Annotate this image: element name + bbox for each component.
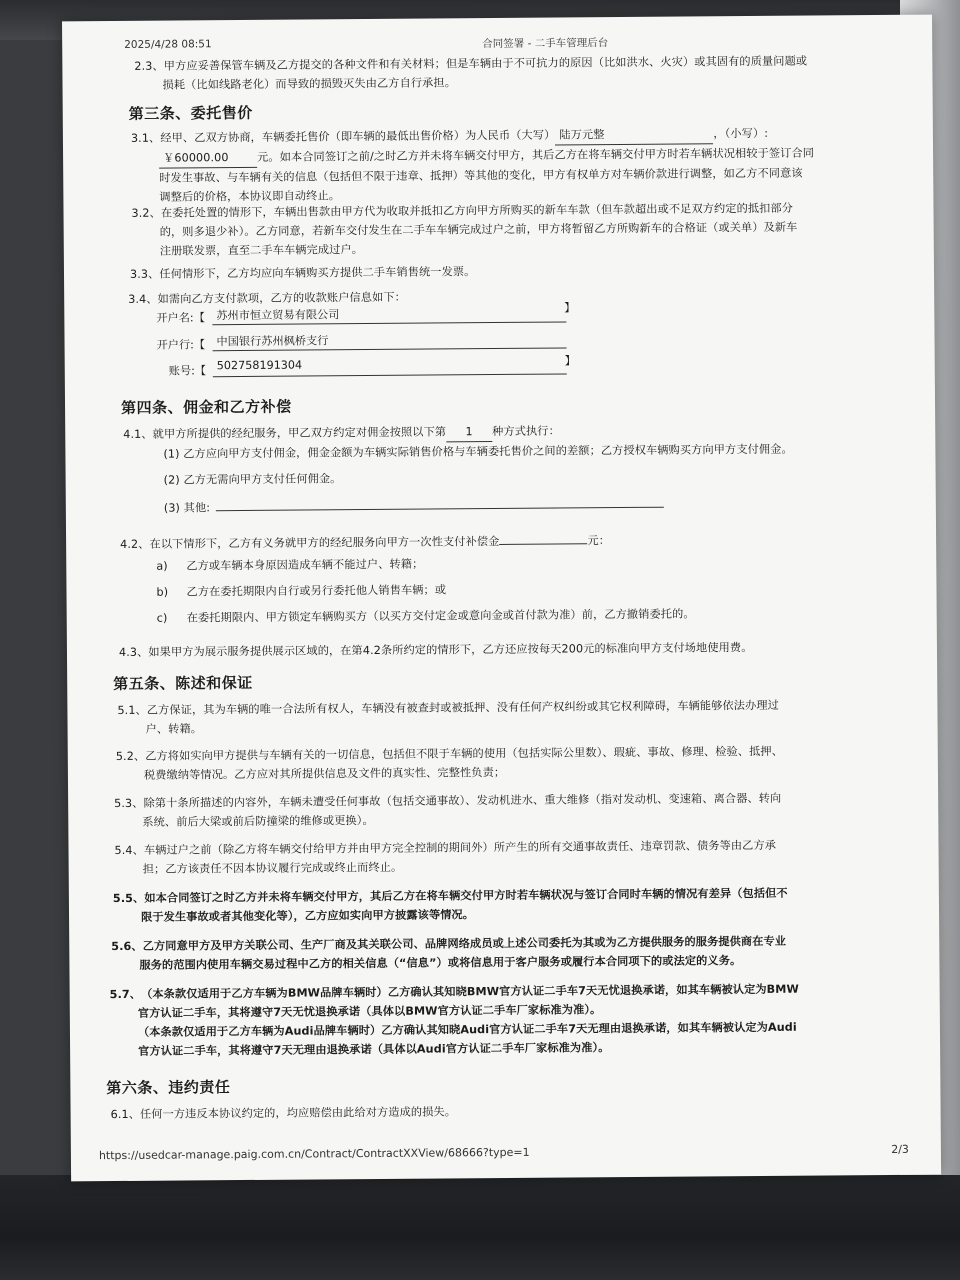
print-title: 合同签署 - 二手车管理后台 bbox=[482, 37, 609, 51]
clause-3-4: 3.4、如需向乙方支付款项，乙方的收款账户信息如下： bbox=[128, 288, 406, 309]
clause-3-2: 3.2、在委托处置的情形下，车辆出售款由甲方代为收取并抵扣乙方向甲方所购买的新车车款（但车款超出或不足双方约定的抵扣部分 的，则多退少补）。乙方同意，若新车交付发生在二手车车辆完成过户之前，甲方将暂留乙方所购新车的合格证（或关单）及新车 注册联发票，直至二手车车辆完成过户。 bbox=[131, 201, 798, 258]
clause-5-3: 5.3、除第十条所描述的内容外，车辆未遭受任何事故（包括交通事故）、发动机进水、重大维修（指对发动机、变速箱、离合器、转向 系统、前后大梁或前后防撞梁的维修或更换）。 bbox=[114, 791, 782, 829]
list-item: b) 乙方在委托期限内自行或另行委托他人销售车辆；或 bbox=[156, 583, 447, 599]
clause-number: 3.4、 bbox=[128, 292, 158, 306]
commission-option-2: (2) 乙方无需向甲方支付任何佣金。 bbox=[163, 472, 342, 487]
clause-number: 4.3、 bbox=[118, 645, 149, 659]
background-bottom bbox=[0, 1175, 960, 1280]
other-option-field bbox=[216, 493, 664, 512]
list-item: c) 在委托期限内、甲方锁定车辆购买方（以买方交付定金或意向金或首付款为准）前，乙方撤销委托的。 bbox=[156, 607, 695, 625]
clause-number: 5.3、 bbox=[114, 796, 144, 811]
clause-number: 5.7、 bbox=[109, 987, 142, 1002]
clause-4-2: 4.2、在以下情形下，乙方有义务就甲方的经纪服务向甲方一次性支付补偿金 元： bbox=[120, 529, 610, 554]
clause-number: 3.1、 bbox=[130, 131, 161, 145]
print-datetime: 2025/4/28 08:51 bbox=[124, 38, 212, 51]
clause-4-3: 4.3、如果甲方为展示服务提供展示区域的，在第4.2条所约定的情形下，乙方还应按每天200元的标准向甲方支付场地使用费。 bbox=[119, 638, 753, 662]
account-name-label: 开户名:【 bbox=[156, 311, 205, 325]
bracket-close: 】 bbox=[564, 301, 576, 315]
clause-5-7: 5.7、（本条款仅适用于乙方车辆为BMW品牌车辆时）乙方确认其知晓BMW官方认证二手车7天无忧退换承诺，如其车辆被认定为BMW 官方认证二手车，其将遵守7天无忧退换承诺（具体以BMW官方认证二手车厂家标准为准）。 （本条款仅适用于乙方车辆为Audi品牌车辆时）乙方确认其知晓Audi官方认证二手车7天无理由退换承诺，如其车辆被认定为Audi 官方认证二手车，其将遵守7天无理由退换承诺（具体以Audi官方认证二手车厂家标准为准）。 bbox=[109, 982, 799, 1058]
clause-3-3: 3.3、任何情形下，乙方均应向车辆购买方提供二手车销售统一发票。 bbox=[130, 262, 476, 284]
clause-2-3 bbox=[134, 52, 807, 95]
clause-text: 损耗（比如线路老化）而导致的损毁灭失由乙方自行承担。 bbox=[162, 76, 457, 92]
clause-5-5: 5.5、如本合同签订之时乙方并未将车辆交付甲方，其后乙方在将车辆交付甲方时若车辆状况与签订合同时车辆的情况有差异（包括但不 限于发生事故或者其他变化等），乙方应如实向甲方披露该等情况。 bbox=[112, 886, 788, 924]
clause-number: 5.5、 bbox=[112, 891, 145, 906]
footer-url: https://usedcar-manage.paig.com.cn/Contract/ContractXXView/68666?type=1 bbox=[98, 1145, 530, 1163]
section-title-5: 第五条、陈述和保证 bbox=[113, 673, 253, 694]
page-number: 2/3 bbox=[891, 1142, 909, 1156]
clause-number: 5.6、 bbox=[111, 939, 143, 954]
account-no-field: 502758191304 bbox=[213, 356, 567, 377]
clause-5-4: 5.4、车辆过户之前（除乙方将车辆交付给甲方并由甲方完全控制的期间外）所产生的所有交通事故责任、违章罚款、债务等由乙方承 担；乙方该责任不因本协议履行完成或终止而终止。 bbox=[114, 838, 777, 876]
section-title-4: 第四条、佣金和乙方补偿 bbox=[120, 397, 292, 417]
account-name-field: 苏州市恒立贸易有限公司 bbox=[212, 304, 566, 325]
commission-option-3: (3) 其他: bbox=[164, 493, 664, 518]
clause-number: 4.2、 bbox=[120, 537, 150, 551]
clause-number: 4.1、 bbox=[123, 427, 153, 441]
account-no-label: 账号:【 bbox=[168, 364, 207, 378]
commission-option-field: 1 bbox=[446, 422, 492, 442]
clause-number: 3.2、 bbox=[131, 206, 161, 220]
commission-option-1: (1) 乙方应向甲方支付佣金，佣金金额为车辆实际销售价格与车辆委托售价之间的差额；乙方授权车辆购买方向甲方支付佣金。 bbox=[163, 442, 793, 461]
clause-4-1: 4.1、就甲方所提供的经纪服务，甲乙双方约定对佣金按照以下第 1 种方式执行： bbox=[123, 422, 560, 445]
clause-5-2: 5.2、乙方将如实向甲方提供与车辆有关的一切信息，包括但不限于车辆的使用（包括实际公里数）、瑕疵、事故、修理、检验、抵押、 税费缴纳等情况。乙方应对其所提供信息及文件的真实性、完整性负责； bbox=[115, 744, 784, 782]
amount-lower-field: ￥60000.00 bbox=[159, 148, 257, 169]
section-title-6: 第六条、违约责任 bbox=[106, 1078, 231, 1098]
bracket-close: 】 bbox=[564, 354, 576, 368]
clause-5-1: 5.1、乙方保证，其为车辆的唯一合法所有权人，车辆没有被查封或被抵押、没有任何产权纠纷或其它权利障碍，车辆能够依法办理过 户、转籍。 bbox=[117, 698, 779, 736]
clause-number: 2.3、 bbox=[134, 59, 164, 73]
clause-6-1: 6.1、任何一方违反本协议约定的，均应赔偿由此给对方造成的损失。 bbox=[111, 1102, 457, 1124]
compensation-field bbox=[499, 529, 587, 545]
clause-number: 5.2、 bbox=[115, 749, 146, 764]
clause-3-1: 3.1、经甲、乙双方协商，车辆委托售价（即车辆的最低出售价格）为人民币（大写） 陆万元整 ，（小写）: ￥60000.00 元。如本合同签订之前/之时乙方并未将车辆交付甲方，其后乙方在将车辆交付甲方时若车辆状况相较于签订合同 时发生事故、与车辆有关的信息（包括但不限于违章、抵押）等其他的变化，甲方有权单方对车辆价款进行调整，如乙方不同意该 调整后的价格，本协议即自动终止。 bbox=[131, 124, 815, 207]
clause-number: 5.1、 bbox=[117, 703, 147, 718]
clause-number: 3.3、 bbox=[129, 267, 160, 281]
clause-5-6: 5.6、乙方同意甲方及甲方关联公司、生产厂商及其关联公司、品牌网络成员或上述公司委托为其或为乙方提供服务的服务提供商在专业 服务的范围内使用车辆交易过程中乙方的相关信息（“信息”）或将信息用于客户服务或履行本合同项下的或法定的义务。 bbox=[111, 934, 787, 972]
clause-number: 5.4、 bbox=[114, 843, 144, 858]
section-title-3: 第三条、委托售价 bbox=[128, 103, 253, 123]
amount-upper-field: 陆万元整 bbox=[555, 124, 713, 145]
clause-number: 6.1、 bbox=[110, 1107, 141, 1122]
contract-page bbox=[62, 15, 941, 1182]
bank-label: 开户行:【 bbox=[156, 338, 206, 352]
clause-text: 甲方应妥善保管车辆及乙方提交的各种文件和有关材料；但是车辆由于不可抗力的原因（比如洪水、火灾）或其固有的质量问题或 bbox=[163, 54, 808, 73]
bank-field: 中国银行苏州枫桥支行 bbox=[212, 330, 566, 351]
list-item: a) 乙方或车辆本身原因造成车辆不能过户、转籍； bbox=[156, 557, 424, 573]
